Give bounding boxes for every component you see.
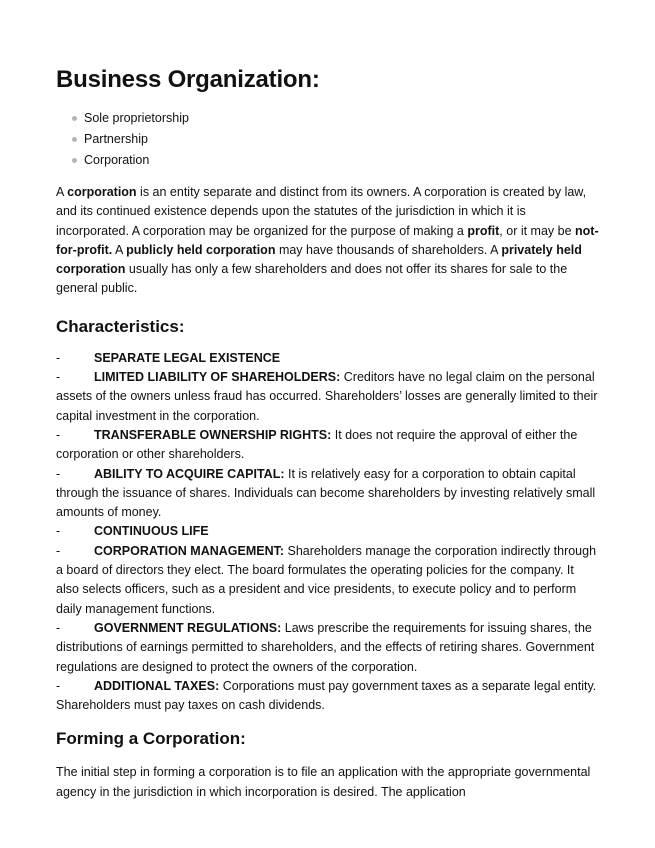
- characteristics-list: [56, 349, 600, 716]
- document-page: [56, 64, 600, 802]
- dash-marker: -: [56, 620, 61, 635]
- dash-marker: -: [56, 678, 61, 693]
- characteristics-heading: Characteristics:: [56, 316, 185, 336]
- page-title: Business Organization:: [56, 66, 320, 93]
- forming-paragraph: The initial step in forming a corporation is to file an application with the appropriate governmental agency in the jurisdiction in which incorporation is desired. The application: [56, 765, 591, 799]
- characteristic-label: SEPARATE LEGAL EXISTENCE: [94, 350, 281, 365]
- characteristic-text: Creditors have no legal claim on the personal assets of the owners unless fraud has occurred. Shareholders’ losses are generally limited to their capital investment in the corporation.: [56, 370, 598, 423]
- characteristic-item: [56, 619, 600, 677]
- characteristic-item: [56, 426, 600, 465]
- list-item: Partnership: [84, 129, 600, 150]
- intro-text: A: [56, 185, 68, 199]
- dash-marker: -: [56, 427, 61, 442]
- forming-heading: Forming a Corporation:: [56, 729, 246, 749]
- dash-marker: -: [56, 524, 61, 539]
- term-publicly-held: publicly held corporation: [126, 242, 276, 257]
- list-item: Corporation: [84, 150, 600, 171]
- characteristic-label: GOVERNMENT REGULATIONS:: [94, 620, 282, 635]
- organization-types-list: [56, 108, 600, 171]
- dash-marker: -: [56, 543, 61, 558]
- characteristic-item: [56, 368, 600, 426]
- characteristic-item: [56, 542, 600, 619]
- characteristic-text: Corporations must pay government taxes as a separate legal entity. Shareholders must pay taxes on cash dividends.: [56, 678, 597, 713]
- term-corporation: corporation: [67, 185, 137, 199]
- characteristic-label: LIMITED LIABILITY OF SHAREHOLDERS:: [94, 370, 341, 385]
- characteristic-label: ADDITIONAL TAXES:: [94, 678, 220, 693]
- intro-text: usually has only a few shareholders and does not offer its shares for sale to the general public.: [56, 262, 568, 296]
- characteristic-text: Laws prescribe the requirements for issuing shares, the distributions of earnings permitted to shareholders, and the effects of retiring shares. Government regulations are designed to protect the owners of the corporation.: [56, 620, 595, 674]
- corporation-definition-paragraph: [56, 183, 600, 299]
- intro-text: A: [112, 242, 127, 257]
- characteristic-item: [56, 677, 600, 716]
- term-profit: profit: [467, 223, 500, 238]
- characteristic-item: [56, 349, 600, 368]
- intro-text: , or it may be: [499, 223, 576, 238]
- characteristic-label: CORPORATION MANAGEMENT:: [94, 543, 285, 558]
- dash-marker: -: [56, 350, 61, 365]
- characteristic-label: TRANSFERABLE OWNERSHIP RIGHTS:: [94, 427, 332, 442]
- characteristic-item: [56, 522, 600, 541]
- term-privately-held: privately held corporation: [56, 242, 582, 277]
- intro-text: may have thousands of shareholders. A: [275, 242, 502, 257]
- characteristic-text: It does not require the approval of either the corporation or other shareholders.: [56, 427, 578, 462]
- characteristic-item: [56, 465, 600, 523]
- characteristic-text: It is relatively easy for a corporation to obtain capital through the issuance of shares. Individuals can become shareholders by investing relatively small amounts of money.: [56, 466, 596, 520]
- term-not-for-profit: not-for-profit.: [56, 223, 599, 257]
- list-item: Sole proprietorship: [84, 108, 600, 129]
- characteristic-label: CONTINUOUS LIFE: [94, 524, 209, 539]
- dash-marker: -: [56, 466, 61, 481]
- dash-marker: -: [56, 370, 61, 385]
- intro-text: is an entity separate and distinct from its owners. A corporation is created by law, and its continued existence depends upon the statutes of the jurisdiction in which it is incorporated. A corporation may be organized for the purpose of making a: [56, 185, 587, 238]
- characteristic-label: ABILITY TO ACQUIRE CAPITAL:: [94, 466, 285, 481]
- characteristic-text: Shareholders manage the corporation indirectly through a board of directors they elect. The board formulates the operating policies for the company. It also selects officers, such as a president and vice presidents, to execute policy and to perform daily management functions.: [56, 543, 597, 616]
